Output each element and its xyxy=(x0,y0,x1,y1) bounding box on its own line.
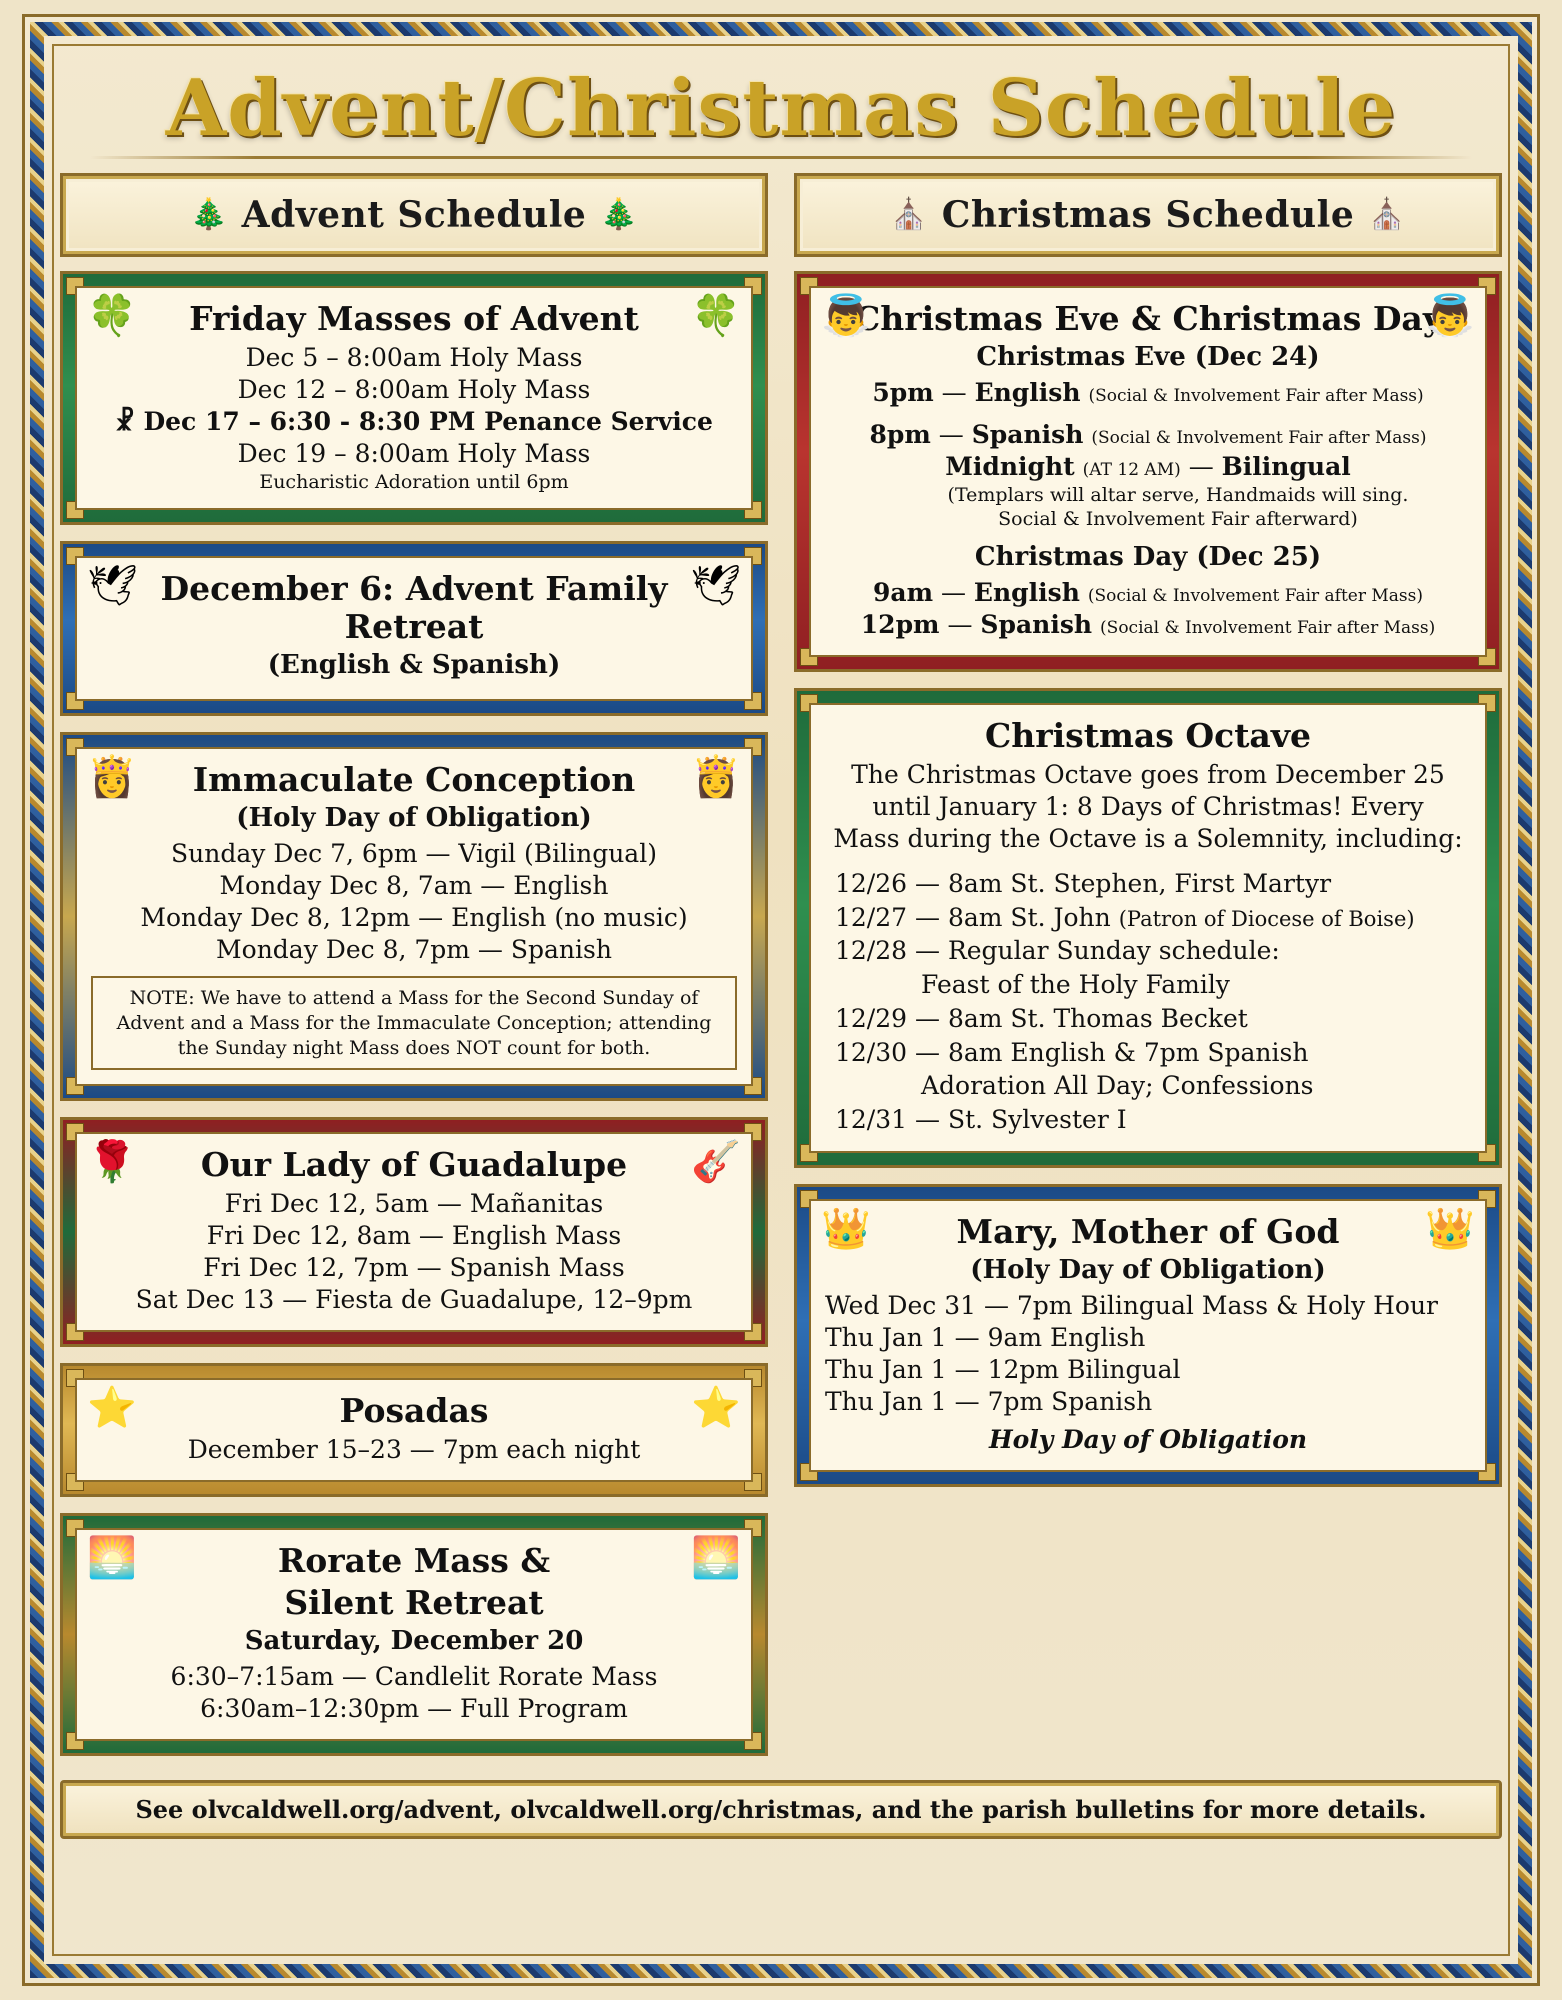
title-divider xyxy=(90,156,1472,159)
card-title-second-line: Silent Retreat xyxy=(284,1583,544,1623)
card-title: Mary, Mother of God xyxy=(956,1211,1340,1251)
christmas-schedule-banner xyxy=(794,173,1502,257)
schedule-line: Dec 5 – 8:00am Holy Mass xyxy=(245,342,583,372)
card-posadas xyxy=(60,1363,768,1497)
card-rorate-mass-silent-retreat xyxy=(60,1513,768,1756)
octave-day: 12/29 — 8am St. Thomas Becket xyxy=(835,1003,1248,1033)
virgin-mary-icon: 👸 xyxy=(87,755,137,800)
schedule-line: Monday Dec 8, 7am — English xyxy=(219,871,609,901)
card-subtitle: (English & Spanish) xyxy=(267,650,561,681)
sunrise-icon: 🌅 xyxy=(691,1536,741,1581)
octave-day: 12/26 — 8am St. Stephen, First Martyr xyxy=(835,868,1332,898)
octave-intro-line: Mass during the Octave is a Solemnity, including: xyxy=(833,823,1463,853)
christmas-day-subtitle: Christmas Day (Dec 25) xyxy=(974,541,1322,572)
rose-icon: 🌹 xyxy=(87,1140,137,1185)
nativity-icon: ⛪ xyxy=(890,197,928,231)
mass-language: Bilingual xyxy=(1221,452,1351,482)
footer-details: See olvcaldwell.org/advent, olvcaldwell.org/christmas, and the parish bulletins for more details. xyxy=(60,1780,1502,1839)
wreath-icon: 🎄 xyxy=(600,197,638,231)
octave-day xyxy=(825,901,1471,935)
midnight-note-line: Social & Involvement Fair afterward) xyxy=(998,508,1358,531)
schedule-line: Sunday Dec 7, 6pm — Vigil (Bilingual) xyxy=(171,839,657,869)
card-christmas-eve-and-day xyxy=(794,271,1502,672)
christmas-eve-subtitle: Christmas Eve (Dec 24) xyxy=(976,341,1320,372)
holly-icon: 🍀 xyxy=(691,293,741,338)
mass-row: 5pm — English (Social & Involvement Fair after Mass) xyxy=(872,378,1424,408)
mass-time: Midnight xyxy=(945,452,1075,482)
card-mary-mother-of-god xyxy=(794,1184,1502,1487)
star-icon: ⭐ xyxy=(87,1386,137,1431)
octave-day: 12/30 — 8am English & 7pm Spanish xyxy=(835,1037,1309,1067)
octave-day-second-line: Feast of the Holy Family xyxy=(921,970,1230,1000)
schedule-line: 6:30am–12:30pm — Full Program xyxy=(200,1694,628,1724)
chi-rho-icon: ☧ xyxy=(115,406,135,436)
schedule-line: December 15–23 — 7pm each night xyxy=(187,1435,641,1465)
card-title: Our Lady of Guadalupe xyxy=(200,1145,628,1185)
card-title: Friday Masses of Advent xyxy=(189,298,639,338)
card-title: Immaculate Conception xyxy=(192,760,636,800)
advent-schedule-banner xyxy=(60,173,768,257)
card-subtitle: Saturday, December 20 xyxy=(244,1626,584,1657)
star-icon: ⭐ xyxy=(691,1386,741,1431)
mass-time: 12pm xyxy=(860,609,940,639)
schedule-line: Fri Dec 12, 5am — Mañanitas xyxy=(224,1189,604,1219)
mass-language: Spanish xyxy=(971,420,1084,450)
card-title: December 6: Advent Family Retreat xyxy=(160,569,668,647)
schedule-line: Wed Dec 31 — 7pm Bilingual Mass & Holy Hour xyxy=(825,1290,1439,1320)
card-subtitle: (Holy Day of Obligation) xyxy=(236,803,592,834)
schedule-line-penance xyxy=(91,406,737,438)
guitar-icon: 🎸 xyxy=(691,1140,741,1185)
crown-icon: 👑 xyxy=(1425,1206,1475,1251)
octave-day: 12/31 — St. Sylvester I xyxy=(835,1105,1127,1135)
schedule-line: Fri Dec 12, 8am — English Mass xyxy=(206,1221,622,1251)
card-title: Christmas Eve & Christmas Day xyxy=(853,298,1442,338)
schedule-line: Monday Dec 8, 12pm — English (no music) xyxy=(140,903,688,933)
schedule-line: Dec 12 – 8:00am Holy Mass xyxy=(237,374,591,404)
card-subtitle: (Holy Day of Obligation) xyxy=(970,1254,1326,1285)
advent-column xyxy=(60,173,768,1772)
card-immaculate-conception xyxy=(60,732,768,1101)
advent-banner-title: Advent Schedule xyxy=(241,193,587,236)
octave-day-main: 12/27 — 8am St. John xyxy=(835,902,1111,932)
schedule-line: Monday Dec 8, 7pm — Spanish xyxy=(216,935,612,965)
card-friday-masses xyxy=(60,271,768,525)
schedule-line-text: Dec 17 – 6:30 - 8:30 PM Penance Service xyxy=(143,406,713,436)
virgin-mary-icon: 👸 xyxy=(691,755,741,800)
mass-language: English xyxy=(973,577,1080,607)
obligation-footnote: Holy Day of Obligation xyxy=(988,1424,1308,1454)
mass-language: English xyxy=(974,378,1081,408)
sunrise-icon: 🌅 xyxy=(87,1536,137,1581)
page-title: Advent/Christmas Schedule xyxy=(165,63,1397,154)
holly-icon: 🍀 xyxy=(87,293,137,338)
obligation-note: NOTE: We have to attend a Mass for the Second Sunday of Advent and a Mass for the Immaculate Conception; attending the Sunday night Mass does NOT count for both. xyxy=(91,976,737,1070)
mass-note: (Social & Involvement Fair after Mass) xyxy=(1091,428,1427,449)
angel-icon: 👼 xyxy=(821,293,871,338)
card-title: Christmas Octave xyxy=(984,715,1311,755)
mass-note: (Social & Involvement Fair after Mass) xyxy=(1088,386,1424,407)
wreath-icon: 🎄 xyxy=(190,197,228,231)
mass-time: 5pm xyxy=(872,378,934,408)
card-title: Rorate Mass & xyxy=(277,1541,551,1581)
card-title: Posadas xyxy=(339,1391,489,1431)
nativity-icon: ⛪ xyxy=(1368,197,1406,231)
mass-time: 9am xyxy=(872,577,934,607)
octave-day-paren: (Patron of Diocese of Boise) xyxy=(1118,906,1415,931)
schedule-line: Thu Jan 1 — 12pm Bilingual xyxy=(825,1354,1181,1384)
midnight-mass-row: Midnight (AT 12 AM) — Bilingual xyxy=(945,452,1351,482)
octave-day: 12/28 — Regular Sunday schedule: xyxy=(835,936,1280,966)
schedule-line: Dec 19 – 8:00am Holy Mass xyxy=(237,438,591,468)
mass-row: 9am — English (Social & Involvement Fair after Mass) xyxy=(872,577,1424,607)
mass-row: 12pm — Spanish (Social & Involvement Fair after Mass) xyxy=(860,609,1436,639)
mass-language: Spanish xyxy=(980,609,1093,639)
mass-time: 8pm xyxy=(869,420,931,450)
schedule-line: Thu Jan 1 — 9am English xyxy=(825,1322,1146,1352)
card-advent-family-retreat xyxy=(60,541,768,716)
midnight-clarifier: (AT 12 AM) xyxy=(1082,460,1181,481)
mass-note: (Social & Involvement Fair after Mass) xyxy=(1100,617,1436,638)
schedule-columns xyxy=(60,173,1502,1772)
midnight-note-line: (Templars will altar serve, Handmaids will sing. xyxy=(947,484,1409,507)
angel-icon: 👼 xyxy=(1425,293,1475,338)
schedule-line: Sat Dec 13 — Fiesta de Guadalupe, 12–9pm xyxy=(135,1285,693,1315)
schedule-line: 6:30–7:15am — Candlelit Rorate Mass xyxy=(170,1662,658,1692)
adoration-note: Eucharistic Adoration until 6pm xyxy=(259,470,569,493)
octave-intro-line: The Christmas Octave goes from December 25 xyxy=(851,759,1445,789)
schedule-line: Fri Dec 12, 7pm — Spanish Mass xyxy=(203,1253,625,1283)
dove-icon: 🕊 xyxy=(690,564,741,609)
dove-icon: 🕊 xyxy=(87,564,138,609)
card-christmas-octave xyxy=(794,688,1502,1168)
mass-row: 8pm — Spanish (Social & Involvement Fair after Mass) xyxy=(869,420,1427,450)
crown-icon: 👑 xyxy=(821,1206,871,1251)
octave-intro-line: until January 1: 8 Days of Christmas! Every xyxy=(872,791,1424,821)
christmas-column xyxy=(794,173,1502,1503)
card-our-lady-of-guadalupe xyxy=(60,1117,768,1347)
octave-day-second-line: Adoration All Day; Confessions xyxy=(921,1071,1314,1101)
christmas-banner-title: Christmas Schedule xyxy=(941,193,1355,236)
schedule-line: Thu Jan 1 — 7pm Spanish xyxy=(825,1386,1153,1416)
mass-note: (Social & Involvement Fair after Mass) xyxy=(1087,585,1424,606)
